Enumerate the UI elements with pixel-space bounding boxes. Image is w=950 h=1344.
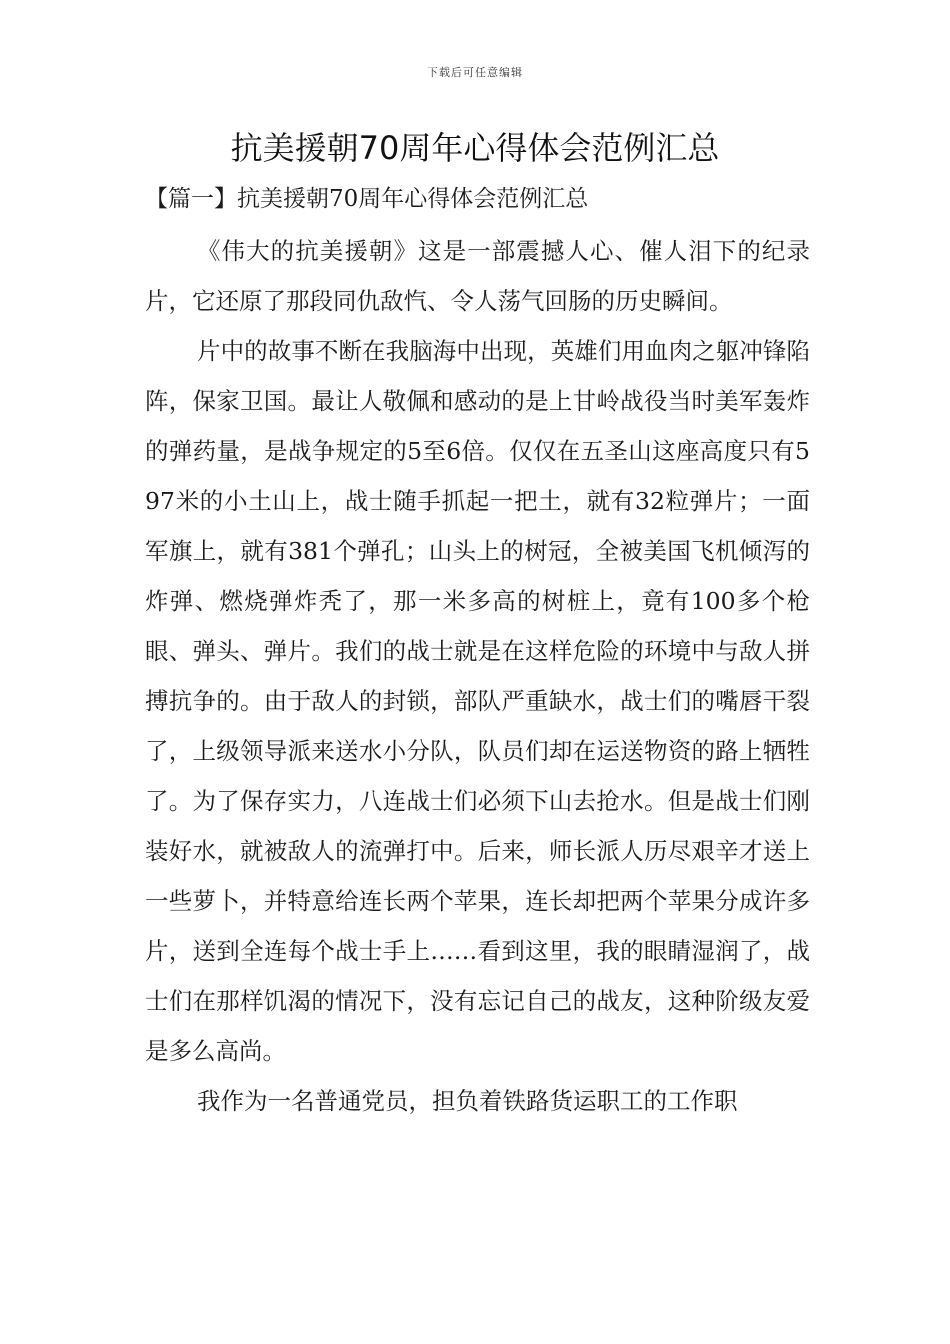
document-body [145,226,810,1126]
paragraph-3: 我作为一名普通党员，担负着铁路货运职工的工作职 [197,1087,738,1115]
page-header-note: 下载后可任意编辑 [427,66,523,79]
paragraph-2: 片中的故事不断在我脑海中出现，英雄们用血肉之躯冲锋陷阵，保家卫国。最让人敬佩和感动的是上甘岭战役当时美军轰炸的弹药量，是战争规定的5至6倍。仅仅在五圣山这座高度只有597米的小土山上，战士随手抓起一把土，就有32粒弹片；一面军旗上，就有381个弹孔；山头上的树冠，全被美国飞机倾泻的炸弹、燃烧弹炸秃了，那一米多高的树桩上，竟有100多个枪眼、弹头、弹片。我们的战士就是在这样危险的环境中与敌人拼搏抗争的。由于敌人的封锁，部队严重缺水，战士们的嘴唇干裂了，上级领导派来送水小分队，队员们却在运送物资的路上牺牲了。为了保存实力，八连战士们必须下山去抢水。但是战士们刚装好水，就被敌人的流弹打中。后来，师长派人历尽艰辛才送上一些萝卜，并特意给连长两个苹果，连长却把两个苹果分成许多片，送到全连每个战士手上……看到这里，我的眼睛湿润了，战士们在那样饥渴的情况下，没有忘记自己的战友，这种阶级友爱是多么高尚。 [145,337,810,1065]
document-title: 抗美援朝70周年心得体会范例汇总 [230,129,720,167]
section-heading: 【篇一】抗美援朝70周年心得体会范例汇总 [145,186,589,212]
paragraph-1: 《伟大的抗美援朝》这是一部震撼人心、催人泪下的纪录片，它还原了那段同仇敌忾、令人荡气回肠的历史瞬间。 [145,237,810,315]
